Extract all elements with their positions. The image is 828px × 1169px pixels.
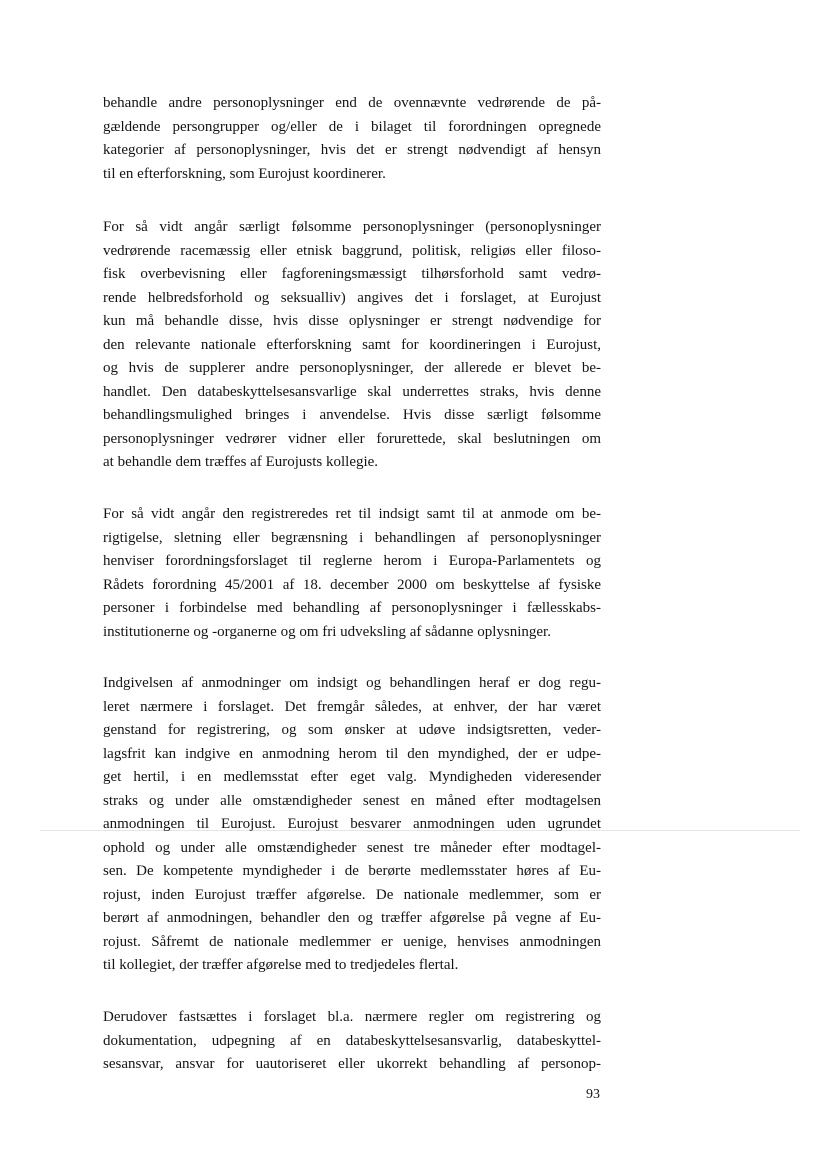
text-line: For så vidt angår den registreredes ret til indsigt samt til at anmode om be- [103, 506, 601, 522]
page-number: 93 [586, 1087, 600, 1102]
text-line: rojust. Såfremt de nationale medlemmer er uenige, henvises anmodningen [103, 933, 601, 950]
text-line: ophold og under alle omstændigheder senest tre måneder efter modtagel- [103, 839, 601, 856]
text-line: sen. De kompetente myndigheder i de berørte medlemsstater høres af Eu- [103, 863, 601, 879]
text-line: dokumentation, udpegning af en databeskyttelsesansvarlig, databeskyttel- [103, 1032, 601, 1049]
text-line: til en efterforskning, som Eurojust koordinerer. [103, 165, 386, 182]
text-line: behandle andre personoplysninger end de ovennævnte vedrørende de på- [103, 95, 601, 111]
text-line: rojust, inden Eurojust træffer afgørelse. De nationale medlemmer, som er [103, 886, 601, 903]
text-line: kun må behandle disse, hvis disse oplysninger er strengt nødvendige for [103, 313, 601, 329]
text-line: behandlingsmulighed bringes i anvendelse. Hvis disse særligt følsomme [103, 407, 601, 423]
text-line: og hvis de supplerer andre personoplysninger, der allerede er blevet be- [103, 360, 601, 376]
text-line: anmodningen til Eurojust. Eurojust besvarer anmodningen uden ugrundet [103, 816, 601, 832]
paragraph-3 [103, 503, 601, 644]
text-line: leret nærmere i forslaget. Det fremgår således, at enhver, der har været [103, 698, 601, 715]
text-line: berørt af anmodningen, behandler den og træffer afgørelse på vegne af Eu- [103, 910, 601, 926]
paragraph-5 [103, 1006, 601, 1077]
text-line: Indgivelsen af anmodninger om indsigt og behandlingen heraf er dog regu- [103, 675, 601, 691]
text-line: personoplysninger vedrører vidner eller forurettede, skal beslutningen om [103, 430, 601, 447]
text-line: straks og under alle omstændigheder senest en måned efter modtagelsen [103, 792, 601, 809]
text-line: Derudover fastsættes i forslaget bl.a. nærmere regler om registrering og [103, 1009, 601, 1025]
text-line: at behandle dem træffes af Eurojusts kollegie. [103, 454, 379, 470]
text-line: For så vidt angår særligt følsomme personoplysninger (personoplysninger [103, 219, 601, 235]
text-line: rigtigelse, sletning eller begrænsning i behandlingen af personoplysninger [103, 529, 601, 546]
text-line: Rådets forordning 45/2001 af 18. december 2000 om beskyttelse af fysiske [103, 576, 601, 593]
text-line: rende helbredsforhold og seksualliv) angives det i forslaget, at Eurojust [103, 289, 601, 306]
text-line: sesansvar, ansvar for uautoriseret eller ukorrekt behandling af personop- [103, 1056, 601, 1072]
text-line: henviser forordningsforslaget til reglerne herom i Europa-Parlamentets og [103, 553, 601, 569]
paragraph-1 [103, 92, 601, 186]
text-line: den relevante nationale efterforskning samt for koordineringen i Eurojust, [103, 336, 601, 353]
text-line: til kollegiet, der træffer afgørelse med to tredjedeles flertal. [103, 957, 459, 973]
text-line: vedrørende racemæssig eller etnisk baggrund, politisk, religiøs eller filoso- [103, 242, 601, 259]
text-line: institutionerne og -organerne og om fri udveksling af sådanne oplysninger. [103, 623, 551, 640]
text-line: kategorier af personoplysninger, hvis det er strengt nødvendigt af hensyn [103, 142, 601, 158]
text-line: personer i forbindelse med behandling af personoplysninger i fællesskabs- [103, 600, 601, 616]
paragraph-2 [103, 216, 601, 475]
text-line: gældende persongrupper og/eller de i bilaget til forordningen opregnede [103, 118, 601, 135]
text-line: lagsfrit kan indgive en anmodning herom til den myndighed, der er udpe- [103, 745, 601, 762]
text-line: handlet. Den databeskyttelsesansvarlige skal underrettes straks, hvis denne [103, 383, 601, 400]
paragraph-4 [103, 672, 601, 978]
text-line: get hertil, i en medlemsstat efter eget valg. Myndigheden videresender [103, 769, 601, 785]
text-line: fisk overbevisning eller fagforeningsmæssigt tilhørsforhold samt vedrø- [103, 266, 601, 282]
text-line: genstand for registrering, og som ønsker at udøve indsigtsretten, veder- [103, 722, 601, 738]
